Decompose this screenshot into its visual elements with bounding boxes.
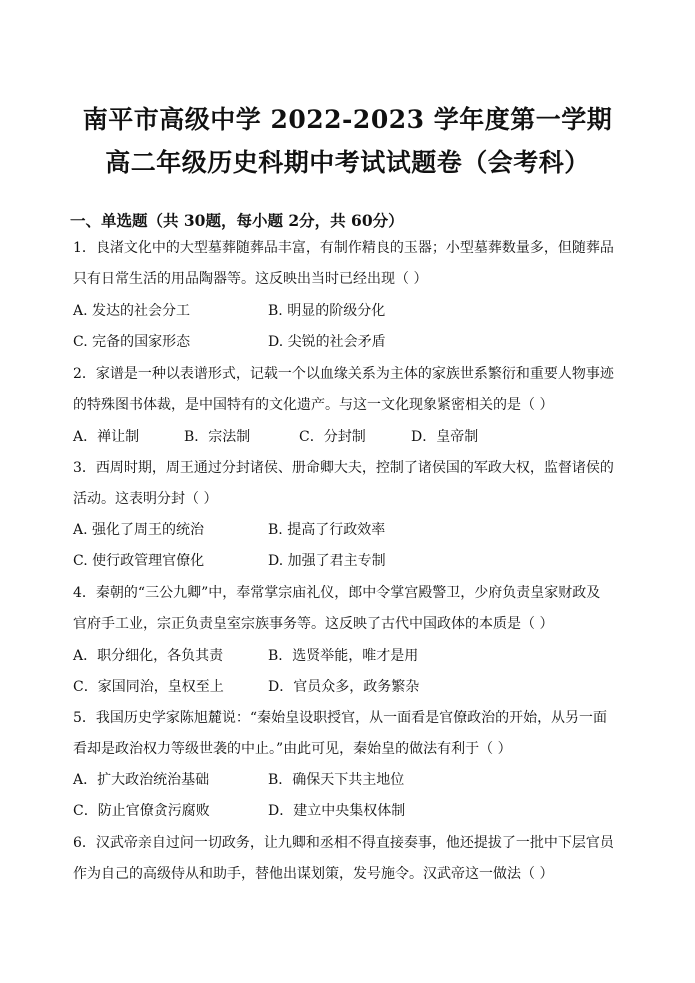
question-2-option-c: C．分封制 — [299, 429, 366, 445]
question-3-line-2: 活动。这表明分封（ ） — [73, 491, 218, 507]
question-1-line-1: 1．良渚文化中的大型墓葬随葬品丰富，有制作精良的玉器；小型墓葬数量多，但随葬品 — [73, 240, 614, 256]
question-4-option-b: B．选贤举能，唯才是用 — [268, 648, 419, 664]
question-1-option-b: B. 明显的阶级分化 — [268, 303, 386, 319]
question-6-line-2: 作为自己的高级侍从和助手，替他出谋划策，发号施令。汉武帝这一做法（ ） — [73, 866, 554, 882]
section-heading: 一、单选题（共 30题，每小题 2分，共 60分） — [70, 211, 404, 230]
question-5-option-b: B．确保天下共主地位 — [268, 772, 405, 788]
question-1-option-d: D. 尖锐的社会矛盾 — [268, 334, 386, 350]
question-2-option-b: B．宗法制 — [184, 429, 251, 445]
question-5-option-c: C．防止官僚贪污腐败 — [73, 803, 210, 819]
question-1-option-c: C. 完备的国家形态 — [73, 334, 191, 350]
question-6-line-1: 6．汉武帝亲自过问一切政务，让九卿和丞相不得直接奏事，他还提拔了一批中下层官员 — [73, 835, 614, 851]
question-2-line-1: 2．家谱是一种以表谱形式，记载一个以血缘关系为主体的家族世系繁衍和重要人物事迹 — [73, 366, 614, 382]
question-2-option-d: D．皇帝制 — [411, 429, 479, 445]
question-2-line-2: 的特殊图书体裁，是中国特有的文化遗产。与这一文化现象紧密相关的是（ ） — [73, 397, 554, 413]
exam-title-line2: 高二年级历史科期中考试试题卷（会考科） — [105, 148, 590, 177]
question-3-option-c: C. 使行政管理官僚化 — [73, 553, 205, 569]
exam-title-line1: 南平市高级中学 2022-2023 学年度第一学期 — [82, 105, 613, 134]
question-3-option-a: A. 强化了周王的统治 — [73, 522, 205, 538]
question-4-line-2: 官府手工业，宗正负责皇室宗族事务等。这反映了古代中国政体的本质是（ ） — [73, 616, 554, 632]
question-3-line-1: 3．西周时期，周王通过分封诸侯、册命卿大夫，控制了诸侯国的军政大权，监督诸侯的 — [73, 460, 614, 476]
question-3-option-b: B. 提高了行政效率 — [268, 522, 386, 538]
question-1-option-a: A. 发达的社会分工 — [73, 303, 191, 319]
question-5-line-2: 看却是政治权力等级世袭的中止。”由此可见，秦始皇的做法有利于（ ） — [73, 741, 512, 757]
question-4-option-c: C．家国同治，皇权至上 — [73, 679, 224, 695]
question-5-option-a: A．扩大政治统治基础 — [73, 772, 210, 788]
question-5-option-d: D．建立中央集权体制 — [268, 803, 406, 819]
question-4-option-d: D．官员众多，政务繁杂 — [268, 679, 420, 695]
question-3-option-d: D. 加强了君主专制 — [268, 553, 386, 569]
question-4-option-a: A．职分细化，各负其责 — [73, 648, 224, 664]
question-1-line-2: 只有日常生活的用品陶器等。这反映出当时已经出现（ ） — [73, 271, 428, 287]
question-2-option-a: A．禅让制 — [73, 429, 140, 445]
question-4-line-1: 4．秦朝的“三公九卿”中，奉常掌宗庙礼仪，郎中令掌宫殿警卫，少府负责皇家财政及 — [73, 585, 601, 601]
question-5-line-1: 5．我国历史学家陈旭麓说：“秦始皇设职授官，从一面看是官僚政治的开始，从另一面 — [73, 710, 608, 726]
